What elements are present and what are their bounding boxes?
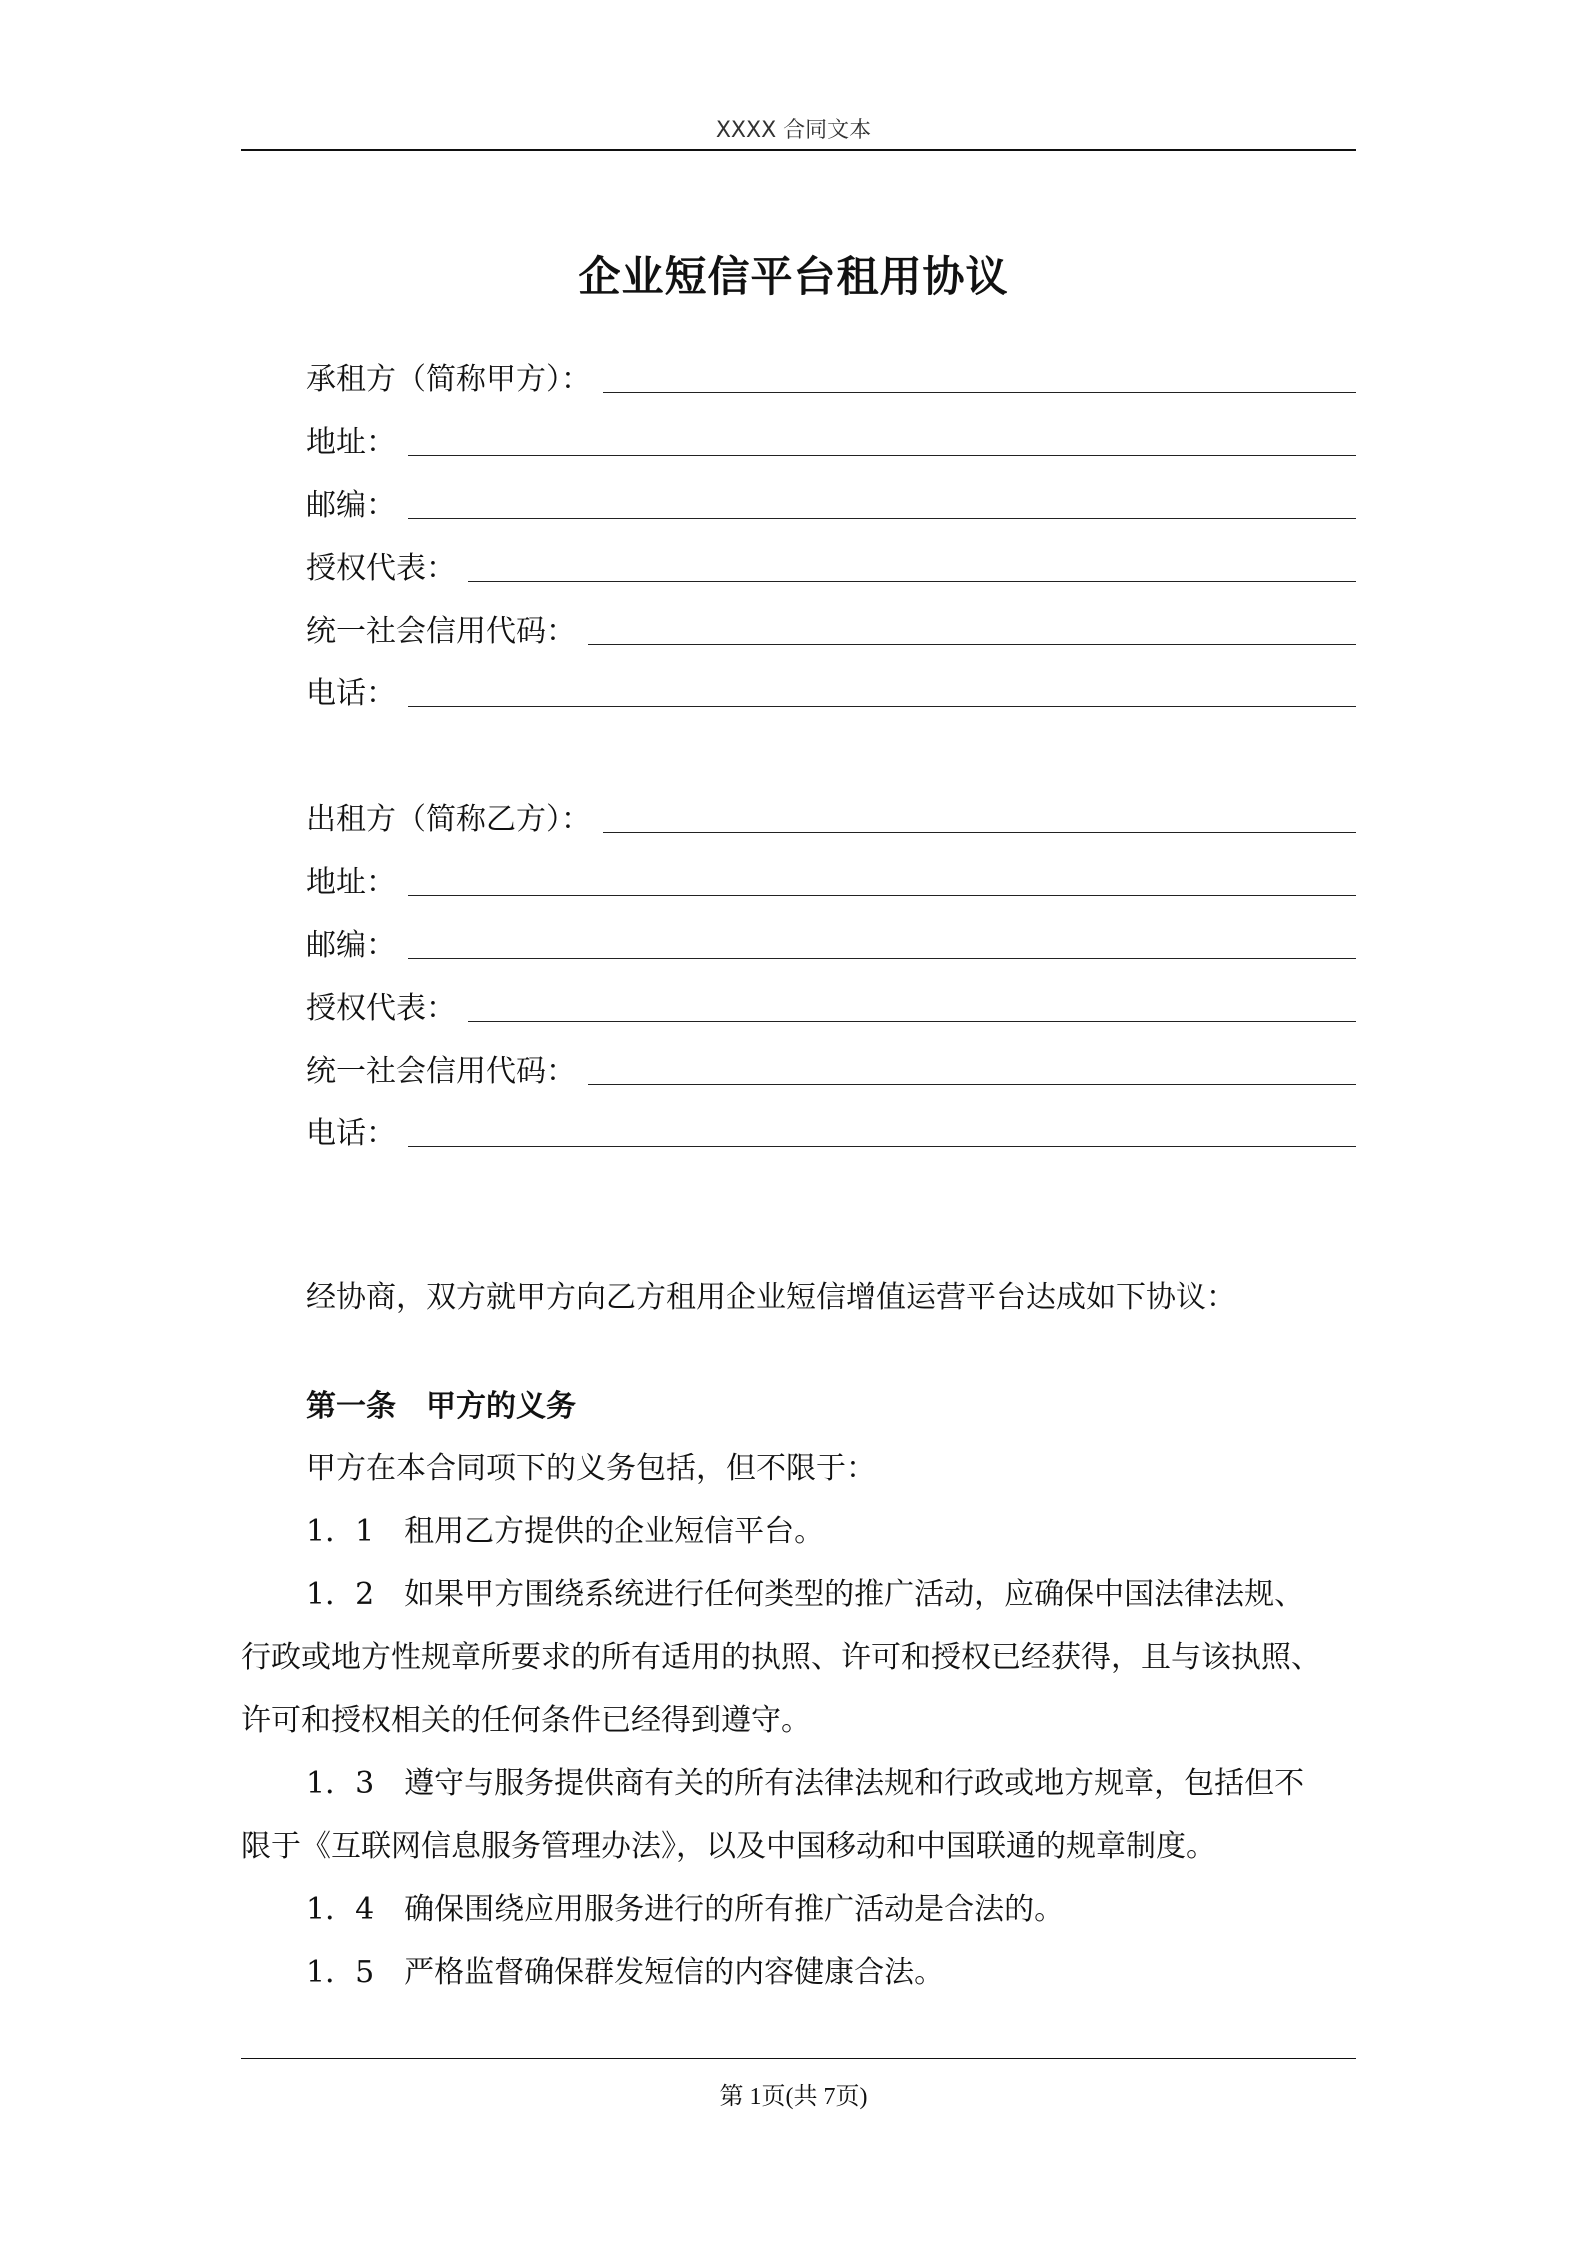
party-b-postcode-blank[interactable] [408, 958, 1356, 959]
party-b-name-field[interactable] [306, 796, 1356, 842]
party-a-address-blank[interactable] [408, 455, 1356, 456]
party-b-name-label: 出租方（简称乙方）： [306, 802, 591, 837]
party-a-address-label: 地址： [306, 425, 396, 460]
party-a-name-field[interactable] [306, 356, 1356, 402]
page-number: 第 1页(共 7页) [719, 2084, 868, 2110]
party-b-phone-label: 电话： [306, 1116, 396, 1151]
party-b-address-label: 地址： [306, 865, 396, 900]
party-a-postcode-field[interactable] [306, 482, 1356, 528]
party-b-credit-code-blank[interactable] [588, 1084, 1356, 1085]
clause-1-3-line-2: 限于《互联网信息服务管理办法》，以及中国移动和中国联通的规章制度。 [241, 1829, 1216, 1864]
party-a-phone-field[interactable] [306, 670, 1356, 716]
party-a-credit-code-label: 统一社会信用代码： [306, 614, 576, 649]
party-a-representative-label: 授权代表： [306, 551, 456, 586]
party-b-address-field[interactable] [306, 859, 1356, 905]
document-title: 企业短信平台租用协议 [578, 252, 1009, 301]
party-a-postcode-blank[interactable] [408, 518, 1356, 519]
header-rule [241, 149, 1356, 151]
party-a-credit-code-field[interactable] [306, 608, 1356, 654]
footer-rule [241, 2058, 1356, 2059]
clause-1-3-line-1: 1．3 遵守与服务提供商有关的所有法律法规和行政或地方规章，包括但不 [306, 1766, 1305, 1801]
party-b-postcode-label: 邮编： [306, 928, 396, 963]
party-a-phone-label: 电话： [306, 676, 396, 711]
party-a-phone-blank[interactable] [408, 706, 1356, 707]
clause-1-2-line-3: 许可和授权相关的任何条件已经得到遵守。 [241, 1703, 811, 1738]
article-1-heading: 第一条 甲方的义务 [306, 1389, 576, 1424]
party-b-postcode-field[interactable] [306, 922, 1356, 968]
party-b-phone-field[interactable] [306, 1110, 1356, 1156]
party-b-credit-code-label: 统一社会信用代码： [306, 1054, 576, 1089]
party-b-credit-code-field[interactable] [306, 1048, 1356, 1094]
party-a-representative-blank[interactable] [468, 581, 1356, 582]
clause-1-5: 1．5 严格监督确保群发短信的内容健康合法。 [306, 1955, 945, 1990]
article-1-lead: 甲方在本合同项下的义务包括，但不限于： [306, 1451, 876, 1486]
party-b-representative-field[interactable] [306, 985, 1356, 1031]
party-a-name-label: 承租方（简称甲方）： [306, 362, 591, 397]
party-b-representative-blank[interactable] [468, 1021, 1356, 1022]
party-b-phone-blank[interactable] [408, 1146, 1356, 1147]
party-a-address-field[interactable] [306, 419, 1356, 465]
party-a-postcode-label: 邮编： [306, 488, 396, 523]
clause-1-1: 1．1 租用乙方提供的企业短信平台。 [306, 1514, 825, 1549]
clause-1-2-line-1: 1．2 如果甲方围绕系统进行任何类型的推广活动，应确保中国法律法规、 [306, 1577, 1305, 1612]
party-b-representative-label: 授权代表： [306, 991, 456, 1026]
party-b-name-blank[interactable] [603, 832, 1356, 833]
intro-paragraph: 经协商，双方就甲方向乙方租用企业短信增值运营平台达成如下协议： [306, 1280, 1236, 1315]
document-header: XXXX 合同文本 [715, 118, 872, 143]
party-b-address-blank[interactable] [408, 895, 1356, 896]
clause-1-4: 1．4 确保围绕应用服务进行的所有推广活动是合法的。 [306, 1892, 1065, 1927]
party-a-representative-field[interactable] [306, 545, 1356, 591]
party-a-name-blank[interactable] [603, 392, 1356, 393]
party-a-credit-code-blank[interactable] [588, 644, 1356, 645]
clause-1-2-line-2: 行政或地方性规章所要求的所有适用的执照、许可和授权已经获得，且与该执照、 [241, 1640, 1321, 1675]
